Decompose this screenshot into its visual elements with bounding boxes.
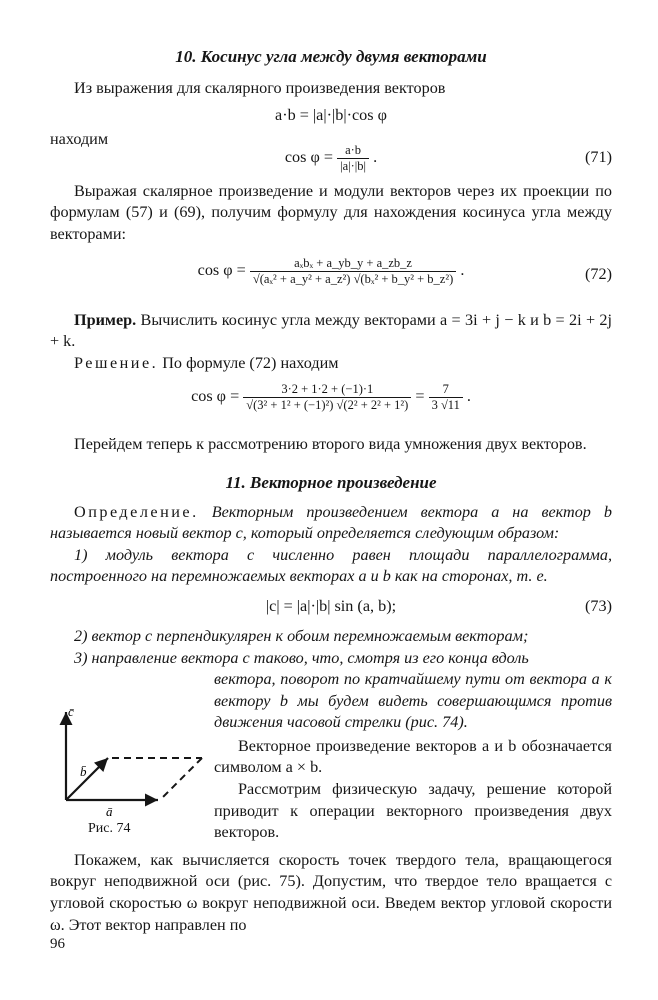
vector-b-arrow	[66, 758, 108, 800]
paragraph-physics: Рассмотрим физическую задачу, решение которой приводит к операции векторного произведения двух векторов.	[214, 780, 612, 842]
eq72-number: (72)	[585, 264, 612, 283]
example-text: Вычислить косинус угла между векторами a = 3i + j − k и b = 2i + 2j + k.	[50, 310, 613, 351]
example-label: Пример.	[74, 310, 137, 329]
eq73-text: |c| = |a|·|b| sin (a, b);	[265, 596, 397, 615]
equation-72	[50, 252, 612, 302]
equation-73	[50, 594, 612, 622]
paragraph-projections: Выражая скалярное произведение и модули векторов через их проекции по формулам (57) и (69), получим формулу для нахождения косинуса угла между векторами:	[50, 181, 612, 243]
section-10-title: 10. Косинус угла между двумя векторами	[175, 47, 487, 66]
eq71-fraction	[337, 143, 369, 174]
paragraph-definition	[50, 502, 612, 545]
eq-ex-fraction-2	[429, 382, 463, 413]
eq72-numerator: aₓbₓ + a_yb_y + a_zb_z	[250, 256, 456, 272]
label-b: b̄	[80, 764, 87, 779]
eq-ex-tail: .	[466, 387, 471, 406]
eq71-tail: .	[373, 148, 378, 166]
eq-ex-lhs: cos φ =	[191, 387, 240, 406]
eq-ex-equals: =	[415, 387, 425, 406]
definition-item-1: 1) модуль вектора c численно равен площади параллелограмма, построенного на перемножаемых векторах a и b как на сторонах, т. е.	[50, 545, 612, 586]
equation-dot-product-text: a·b = |a|·|b|·cos φ	[275, 106, 387, 125]
eq-ex-denominator-2: 3 √11	[431, 398, 460, 413]
paragraph-intro: Из выражения для скалярного произведения векторов	[74, 78, 446, 97]
equation-71	[50, 139, 612, 173]
eq71-denominator: |a|·|b|	[340, 158, 367, 173]
eq72-tail: .	[460, 260, 465, 279]
eq-ex-numerator: 3·2 + 1·2 + (−1)·1	[243, 382, 411, 398]
paragraph-solution	[50, 353, 612, 375]
definition-text: Векторным произведением вектора a на вектор b называется новый вектор c, который определяется следующим образом:	[50, 502, 612, 543]
eq-ex-denominator: √(3² + 1² + (−1)²) √(2² + 2² + 1²)	[246, 398, 409, 413]
eq72-fraction	[250, 256, 456, 287]
figure-74-caption: Рис. 74	[88, 821, 131, 836]
eq72-denominator: √(aₓ² + a_y² + a_z²) √(bₓ² + b_y² + b_z²)	[252, 271, 454, 286]
eq71-numerator: a·b	[337, 143, 369, 159]
equation-dot-product	[50, 105, 612, 127]
label-a: ā	[106, 804, 113, 819]
paragraph-nakhodim: находим	[50, 130, 109, 149]
paragraph-transition: Перейдем теперь к рассмотрению второго вида умножения двух векторов.	[74, 435, 587, 454]
eq-ex-numerator-2: 7	[429, 382, 463, 398]
figure-wrap-text	[214, 669, 612, 844]
definition-item-3-rest: вектора, поворот по кратчайшему пути от вектора a к вектору b мы будем видеть совершающимся против движения часовой стрелки (рис. 74).	[214, 670, 612, 732]
paragraph-angular-velocity: Покажем, как вычисляется скорость точек твердого тела, вращающегося вокруг неподвижной оси (рис. 75). Допустим, что твердое тело вращается с угловой скоростью ω вокруг неподвижной оси. Введем вектор угловой скорости ω. Этот вектор направлен по	[50, 850, 612, 934]
section-11-title: 11. Векторное произведение	[225, 472, 437, 492]
equation-example	[50, 380, 612, 426]
page-number: 96	[50, 936, 65, 952]
paragraph-example	[50, 310, 612, 353]
definition-item-2: 2) вектор c перпендикулярен к обоим перемножаемым векторам;	[74, 626, 529, 645]
page-content	[50, 40, 612, 936]
definition-item-3-line-1: 3) направление вектора c таково, что, смотря из его конца вдоль	[74, 648, 529, 667]
solution-text: По формуле (72) находим	[162, 353, 339, 372]
parallelogram-right-edge	[160, 758, 202, 800]
eq71-number: (71)	[585, 147, 612, 166]
eq72-lhs: cos φ =	[197, 260, 246, 279]
paragraph-symbol: Векторное произведение векторов a и b обозначается символом a × b.	[214, 736, 612, 777]
definition-label: Определение.	[74, 502, 199, 521]
eq-ex-fraction	[243, 382, 411, 413]
eq73-number: (73)	[585, 596, 612, 615]
label-c: c̄	[68, 704, 74, 719]
eq71-lhs: cos φ =	[284, 148, 334, 166]
solution-label: Решение.	[74, 353, 159, 372]
